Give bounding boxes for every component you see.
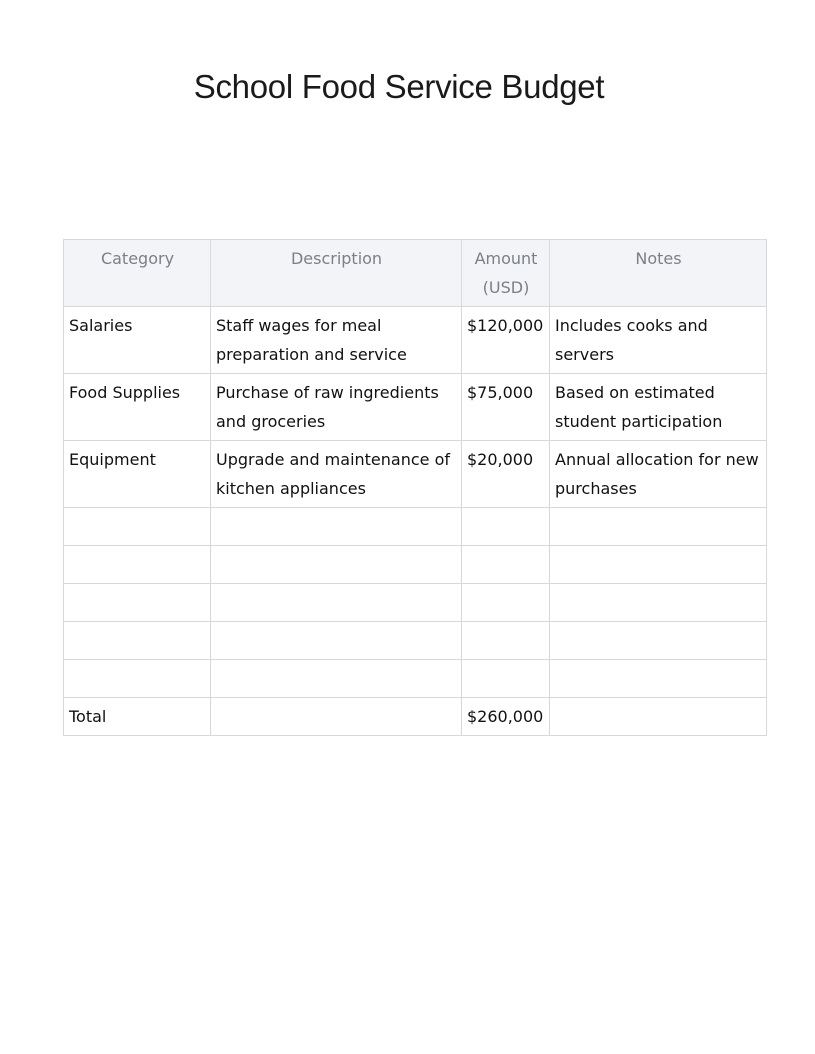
cell-description: Staff wages for meal preparation and service [211,307,462,374]
empty-cell [462,508,550,546]
table-row [64,374,767,441]
empty-cell [211,660,462,698]
empty-cell [462,546,550,584]
total-label: Total [64,698,211,736]
cell-amount: $120,000 [462,307,550,374]
budget-table [63,239,767,736]
header-notes: Notes [550,240,767,307]
cell-description: Purchase of raw ingredients and groceries [211,374,462,441]
total-row [64,698,767,736]
empty-cell [550,546,767,584]
empty-cell [462,584,550,622]
table-row [64,307,767,374]
cell-category: Food Supplies [64,374,211,441]
header-amount: Amount (USD) [462,240,550,307]
empty-cell [550,508,767,546]
empty-cell [550,584,767,622]
empty-cell [550,622,767,660]
empty-row [64,546,767,584]
empty-row [64,508,767,546]
empty-row [64,622,767,660]
header-category: Category [64,240,211,307]
cell-amount: $75,000 [462,374,550,441]
cell-notes: Based on estimated student participation [550,374,767,441]
cell-notes: Includes cooks and servers [550,307,767,374]
empty-row [64,660,767,698]
empty-cell [211,622,462,660]
empty-cell [462,660,550,698]
empty-cell [64,508,211,546]
cell-amount: $20,000 [462,441,550,508]
empty-cell [64,660,211,698]
page-title: School Food Service Budget [193,68,605,105]
empty-cell [211,546,462,584]
empty-cell [550,698,767,736]
empty-cell [211,584,462,622]
empty-cell [64,584,211,622]
header-description: Description [211,240,462,307]
empty-cell [64,622,211,660]
empty-cell [64,546,211,584]
cell-category: Equipment [64,441,211,508]
total-amount: $260,000 [462,698,550,736]
empty-cell [211,508,462,546]
cell-notes: Annual allocation for new purchases [550,441,767,508]
cell-category: Salaries [64,307,211,374]
empty-cell [211,698,462,736]
empty-cell [462,622,550,660]
table-header-row [64,240,767,307]
cell-description: Upgrade and maintenance of kitchen appliances [211,441,462,508]
table-row [64,441,767,508]
empty-cell [550,660,767,698]
empty-row [64,584,767,622]
